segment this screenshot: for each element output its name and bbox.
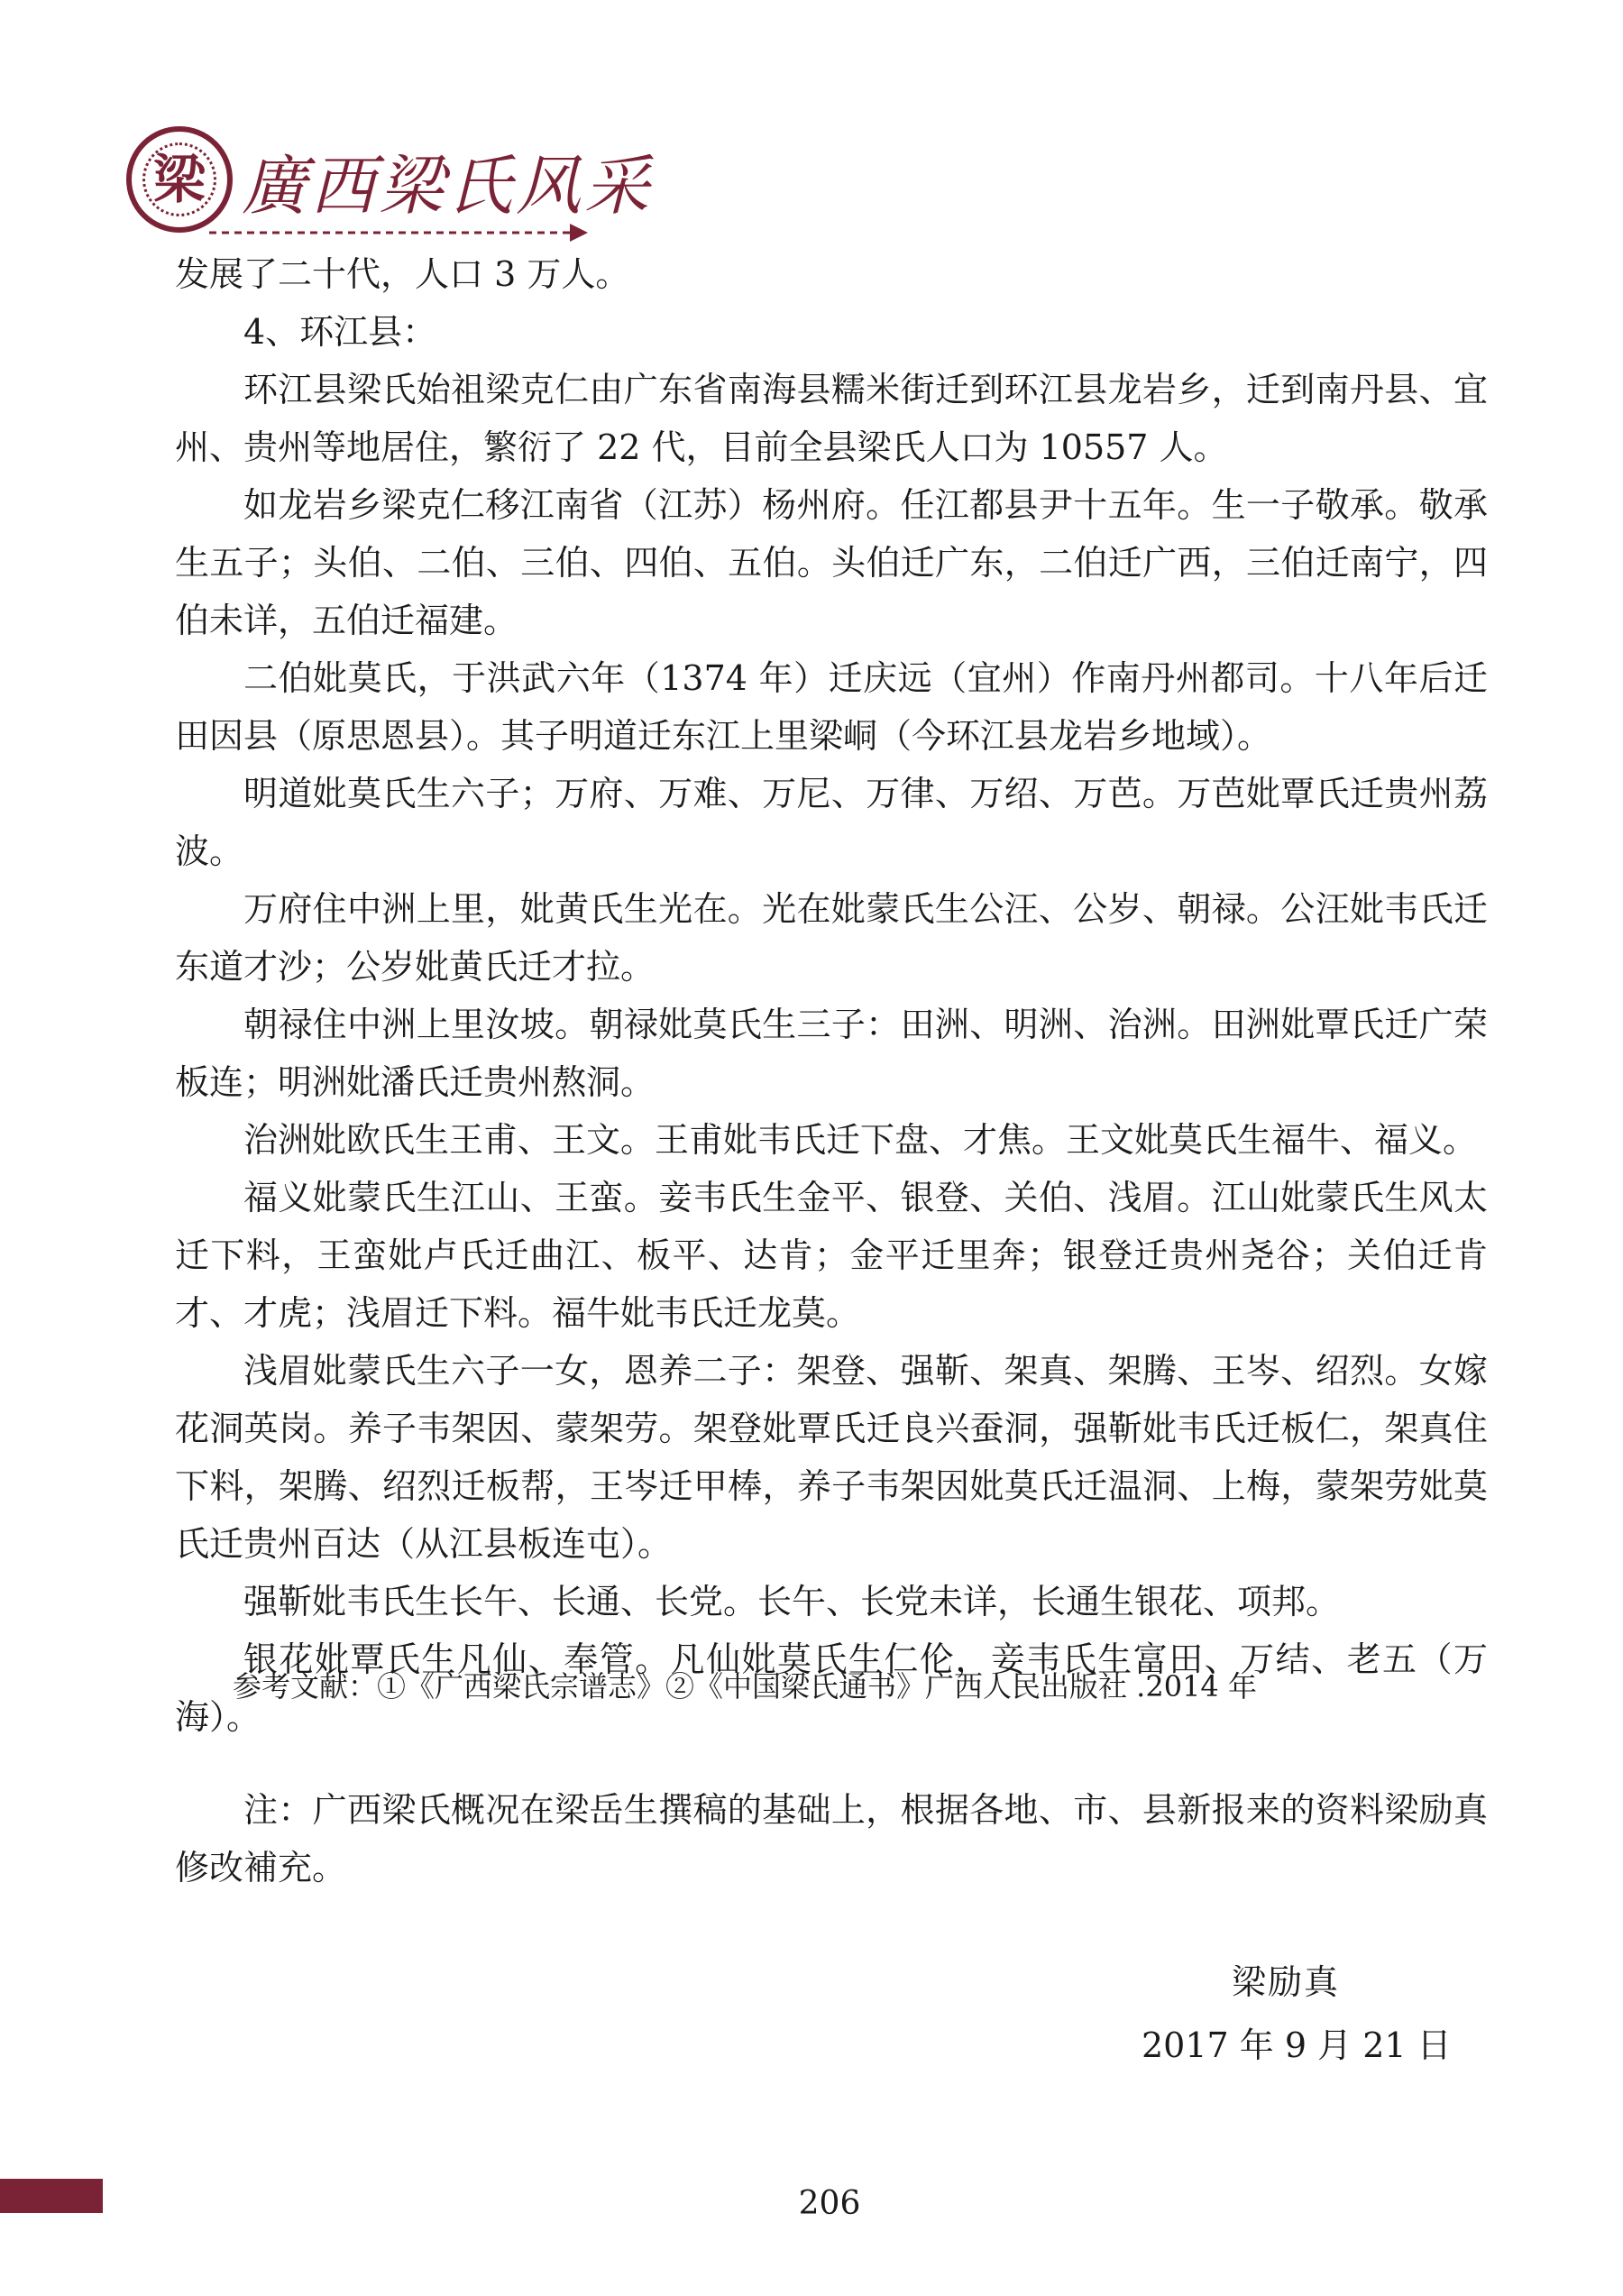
- signature-date: 2017 年 9 月 21 日: [1142, 2025, 1452, 2065]
- body-paragraph: 环江县梁氏始祖梁克仁由广东省南海县糯米街迁到环江县龙岩乡，迁到南丹县、宜州、贵州等地居住，繁衍了 22 代，目前全县梁氏人口为 10557 人。: [175, 370, 1488, 467]
- body-paragraph: 福义妣蒙氏生江山、王蛮。妾韦氏生金平、银登、关伯、浅眉。江山妣蒙氏生风太迁下料，王蛮妣卢氏迁曲江、板平、达肯；金平迁里奔；银登迁贵州尧谷；关伯迁肯才、才虎；浅眉迁下料。福牛妣韦氏迁龙莫。: [175, 1178, 1488, 1333]
- author-signature: 梁励真: [1232, 1962, 1341, 2002]
- seal-logo: [126, 126, 233, 233]
- brand-title: 廣西梁氏风采: [242, 148, 654, 224]
- body-paragraph: 明道妣莫氏生六子；万府、万难、万尼、万律、万绍、万芭。万芭妣覃氏迁贵州荔波。: [175, 774, 1488, 871]
- article-body: [175, 245, 1488, 1746]
- references: 参考文献：①《广西梁氏宗谱志》②《中国梁氏通书》广西人民出版社 .2014 年: [233, 1669, 1257, 1704]
- seal-character: 梁: [152, 149, 206, 210]
- page-number: 206: [798, 2185, 861, 2222]
- body-paragraph: 治洲妣欧氏生王甫、王文。王甫妣韦氏迁下盘、才焦。王文妣莫氏生福牛、福义。: [243, 1120, 1478, 1160]
- body-paragraph: 发展了二十代，人口 3 万人。: [175, 254, 630, 294]
- page-edge-tab: [0, 2179, 103, 2213]
- body-paragraph: 二伯妣莫氏，于洪武六年（1374 年）迁庆远（宜州）作南丹州都司。十八年后迁田因县（原思恩县）。其子明道迁东江上里梁峒（今环江县龙岩乡地域）。: [175, 658, 1488, 756]
- editor-note: 注：广西梁氏概况在梁岳生撰稿的基础上，根据各地、市、县新报来的资料梁励真修改補充。: [175, 1790, 1488, 1887]
- header-arrow-icon: [209, 222, 588, 243]
- body-paragraph: 浅眉妣蒙氏生六子一女，恩养二子：架登、强靳、架真、架腾、王岑、绍烈。女嫁花洞英岗。养子韦架因、蒙架劳。架登妣覃氏迁良兴蚕洞，强靳妣韦氏迁板仁，架真住下料，架腾、绍烈迁板帮，王岑迁甲棒，养子韦架因妣莫氏迁温洞、上梅，蒙架劳妣莫氏迁贵州百达（从江县板连屯）。: [175, 1351, 1488, 1564]
- page-header: [126, 126, 654, 243]
- body-paragraph: 万府住中洲上里，妣黄氏生光在。光在妣蒙氏生公汪、公岁、朝禄。公汪妣韦氏迁东道才沙；公岁妣黄氏迁才拉。: [175, 889, 1488, 987]
- body-paragraph: 朝禄住中洲上里汝坡。朝禄妣莫氏生三子：田洲、明洲、治洲。田洲妣覃氏迁广荣板连；明洲妣潘氏迁贵州熬洞。: [175, 1005, 1488, 1102]
- body-paragraph: 如龙岩乡梁克仁移江南省（江苏）杨州府。任江都县尹十五年。生一子敬承。敬承生五子；头伯、二伯、三伯、四伯、五伯。头伯迁广东，二伯迁广西，三伯迁南宁，四伯未详，五伯迁福建。: [175, 485, 1488, 640]
- body-paragraph: 银花妣覃氏生凡仙、奉管。凡仙妣莫氏生仁伦，妾韦氏生富田、万结、老五（万海）。: [175, 1639, 1488, 1737]
- body-paragraph: 4、环江县：: [243, 312, 437, 352]
- body-paragraph: 强靳妣韦氏生长午、长通、长党。长午、长党未详，长通生银花、项邦。: [243, 1582, 1341, 1621]
